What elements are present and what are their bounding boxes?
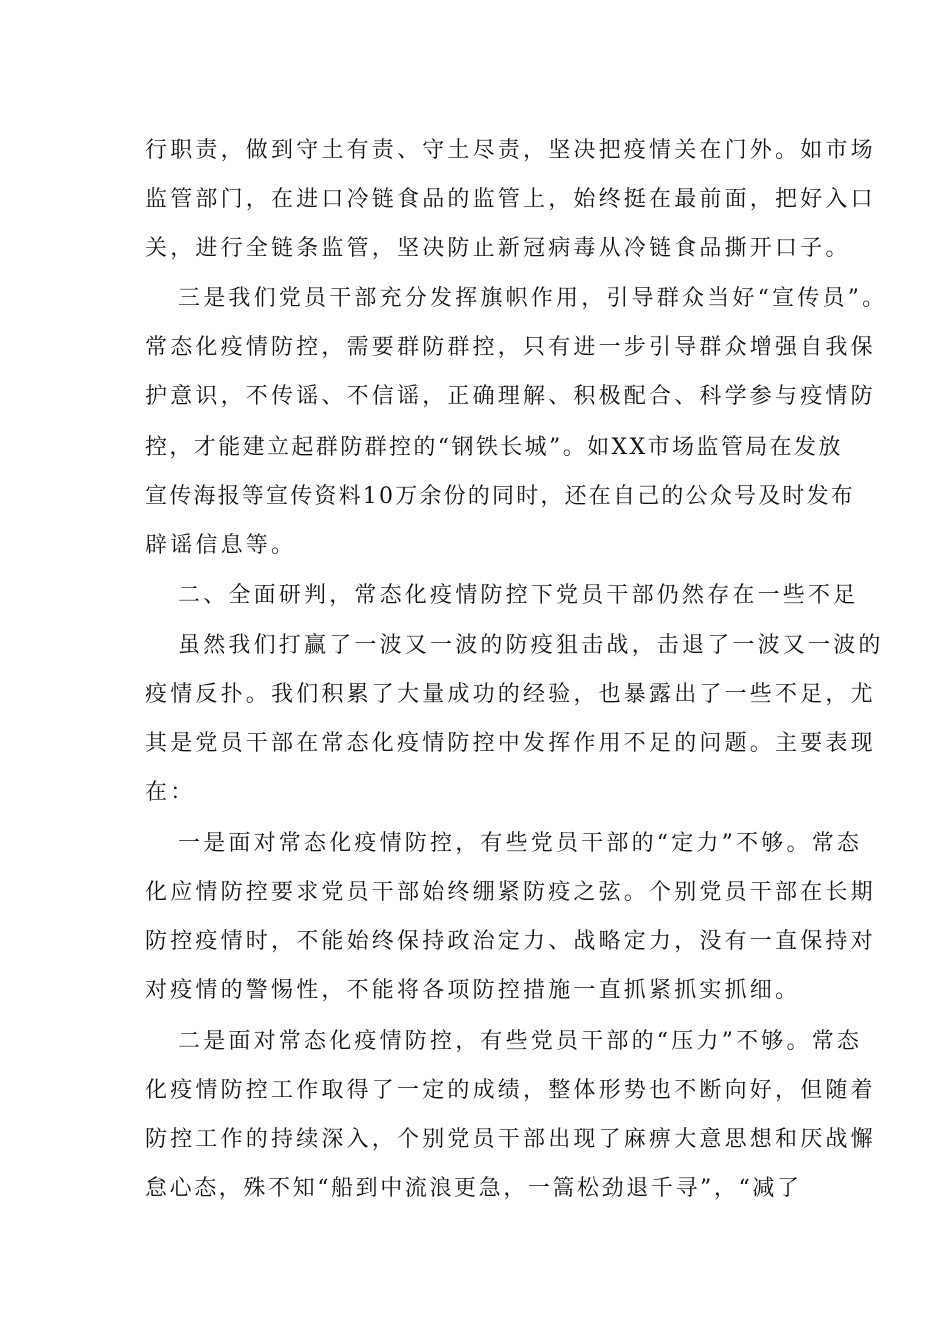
text-line: 三是我们党员干部充分发挥旗帜作用，引导群众当好“宣传员”。 — [178, 286, 888, 311]
text-line: 辟谣信息等。 — [145, 533, 297, 558]
text-line: 化疫情防控工作取得了一定的成绩，整体形势也不断向好，但随着 — [145, 1078, 876, 1103]
text-line: 常态化疫情防控，需要群防群控，只有进一步引导群众增强自我保 — [145, 335, 876, 360]
text-line: 行职责，做到守土有责、守土尽责，坚决把疫情关在门外。如市场 — [145, 138, 876, 163]
text-line: 在： — [145, 780, 196, 805]
text-line: 对疫情的警惕性，不能将各项防控措施一直抓紧抓实抓细。 — [145, 978, 801, 1003]
text-line: 疫情反扑。我们积累了大量成功的经验，也暴露出了一些不足，尤 — [145, 682, 876, 707]
text-line: 化应情防控要求党员干部始终绷紧防疫之弦。个别党员干部在长期 — [145, 880, 876, 905]
section-heading: 二、全面研判，常态化疫情防控下党员干部仍然存在一些不足 — [178, 583, 859, 608]
text-line: 控，才能建立起群防群控的“钢铁长城”。如XX市场监管局在发放 — [145, 435, 843, 460]
text-line: 防控疫情时，不能始终保持政治定力、战略定力，没有一直保持对 — [145, 929, 876, 954]
text-line: 其是党员干部在常态化疫情防控中发挥作用不足的问题。主要表现 — [145, 731, 876, 756]
text-line: 护意识，不传谣、不信谣，正确理解、积极配合、科学参与疫情防 — [145, 384, 876, 409]
text-line: 防控工作的持续深入，个别党员干部出现了麻痹大意思想和厌战懈 — [145, 1127, 876, 1152]
text-line: 二是面对常态化疫情防控，有些党员干部的“压力”不够。常态 — [178, 1029, 863, 1054]
text-line: 虽然我们打赢了一波又一波的防疫狙击战，击退了一波又一波的 — [178, 633, 884, 658]
text-line: 监管部门，在进口冷链食品的监管上，始终挺在最前面，把好入口 — [145, 187, 876, 212]
text-line: 怠心态，殊不知“船到中流浪更急，一篙松劲退千寻”，“减了 — [145, 1176, 802, 1201]
text-line: 一是面对常态化疫情防控，有些党员干部的“定力”不够。常态 — [178, 831, 863, 856]
text-line: 宣传海报等宣传资料10万余份的同时，还在自己的公众号及时发布 — [145, 484, 855, 509]
text-line: 关，进行全链条监管，坚决防止新冠病毒从冷链食品撕开口子。 — [145, 236, 851, 261]
